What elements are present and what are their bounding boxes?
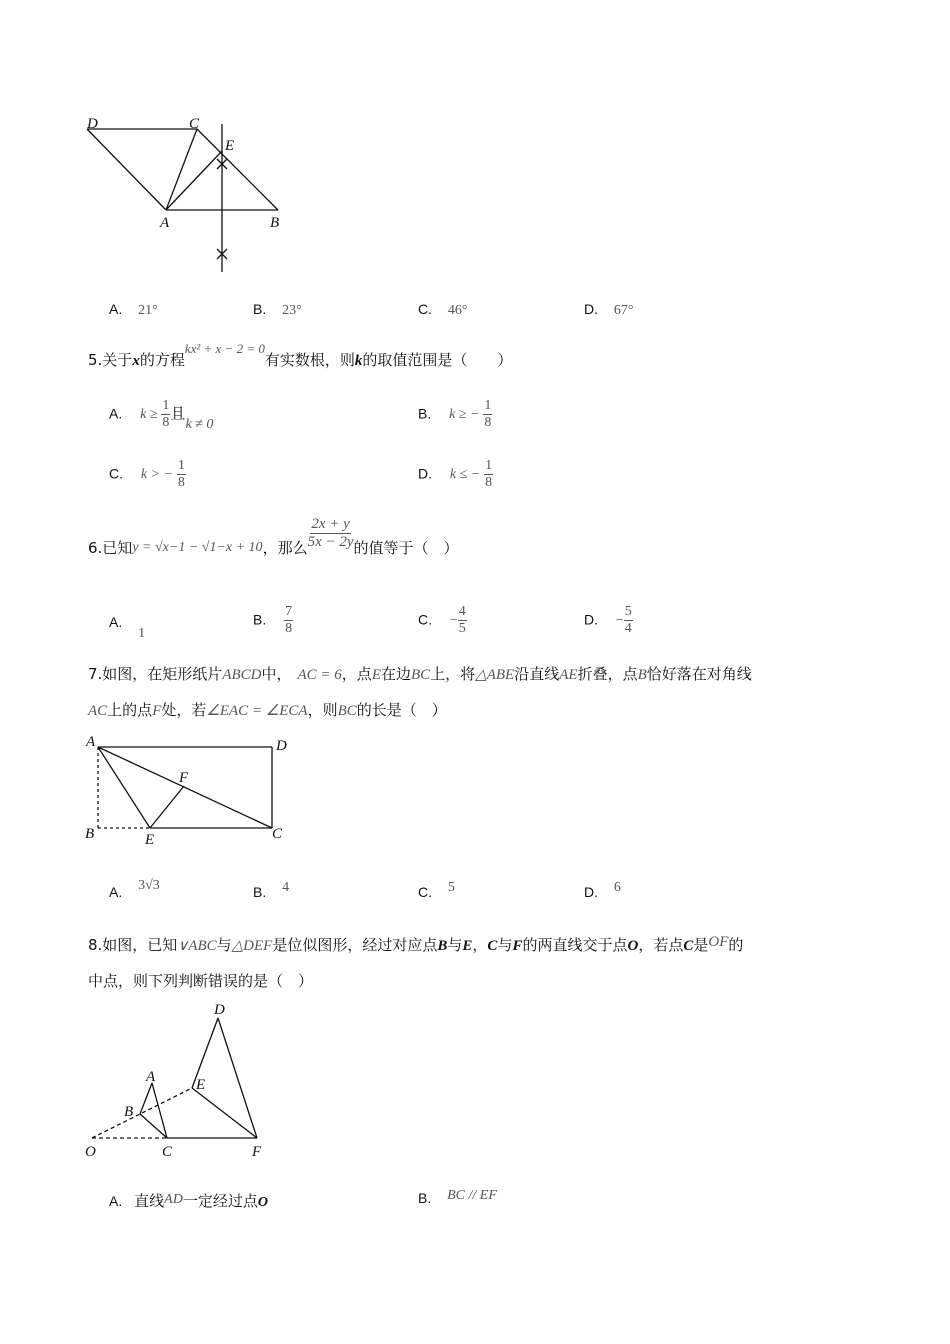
q7-option-a: A. 3√3 (109, 878, 160, 900)
fig7-label-c: C (272, 826, 283, 842)
q6-option-d: D. − $\frac{5}{4}$ (584, 604, 632, 637)
fig7-label-b: B (85, 826, 95, 842)
fig7-label-e: E (145, 832, 155, 848)
figure-q4 (80, 108, 300, 278)
q5-option-a: A. k ≥ $\frac{1}{8}$ 且k ≠ 0 (109, 398, 214, 433)
fig4-label-d: D (87, 116, 98, 132)
question-7-stem-line-2: AC上的点F处，若∠EAC = ∠ECA，则BC的长是（ ） (88, 701, 447, 719)
q8-option-b: B. BC // EF (418, 1188, 497, 1206)
q7-option-d: D. 6 (584, 880, 621, 900)
fig7-label-a: A (86, 734, 96, 750)
q5-option-c: C. k > − $\frac{1}{8}$ (109, 458, 185, 491)
fig4-label-a: A (160, 215, 170, 231)
fig4-label-b: B (270, 215, 280, 231)
q6-option-c: C. − $\frac{4}{5}$ (418, 604, 466, 637)
fig4-label-c: C (189, 116, 200, 132)
question-8-stem: 8.如图，已知∨ABC与△DEF是位似图形，经过对应点B与E，C与F的两直线交于点O，若点C是OF的 (88, 934, 744, 954)
fig8-label-e: E (196, 1077, 206, 1093)
q5-option-d: D. k ≤ − $\frac{1}{8}$ (418, 458, 493, 491)
fig7-label-f: F (179, 770, 189, 786)
fig8-label-c: C (162, 1144, 173, 1160)
figure-q7 (80, 730, 300, 850)
fig8-label-b: B (124, 1104, 134, 1120)
q7-option-c: C. 5 (418, 880, 455, 900)
fig8-label-a: A (146, 1069, 156, 1085)
q6-option-b: B. $\frac{7}{8}$ (253, 604, 293, 637)
fig4-label-e: E (225, 138, 235, 154)
question-5-stem: 5.关于x的方程kx² + x − 2 = 0有实数根，则k的取值范围是（ ） (88, 341, 513, 369)
q4-option-d: D. 67° (584, 301, 634, 318)
q7-option-b: B. 4 (253, 880, 290, 900)
q8-option-a: A. 直线AD一定经过点O (109, 1192, 268, 1210)
figure-q8 (80, 995, 280, 1165)
q4-option-a: A. 21° (109, 301, 158, 318)
fig8-label-f: F (252, 1144, 262, 1160)
q4-option-c: C. 46° (418, 301, 468, 318)
q5-option-b: B. k ≥ − $\frac{1}{8}$ (418, 398, 492, 431)
fig8-label-o: O (85, 1144, 96, 1160)
fig8-label-d: D (214, 1002, 225, 1018)
question-6-stem: 6.已知y = √x−1 − √1−x + 10，那么 $\frac{2x + y}{5x - 2y}$ 的值等于（ ） (88, 516, 459, 558)
question-8-stem-line-2: 中点，则下列判断错误的是（ ） (88, 972, 314, 990)
question-7-stem: 7.如图，在矩形纸片ABCD中， AC = 6，点E在边BC上，将△ABE沿直线AE折叠，点B恰好落在对角线 (88, 665, 752, 683)
q6-option-a: A. 1 (109, 614, 146, 641)
fig7-label-d: D (276, 738, 287, 754)
q4-option-b: B. 23° (253, 301, 302, 318)
